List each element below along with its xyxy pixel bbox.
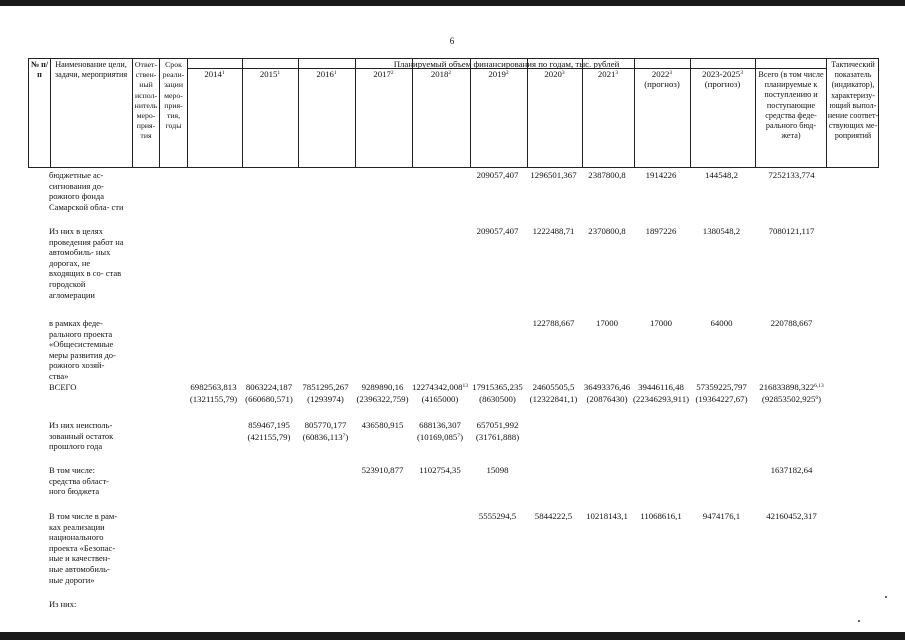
row-label: Из них: xyxy=(49,599,77,609)
header-year: 2020$^3$ xyxy=(544,69,565,79)
header-year: 2021$^3$ xyxy=(597,69,619,79)
value-cell: 523910,877 xyxy=(361,465,404,475)
total-cell: 216833898,322$^{6,13}$ (92853502,925$^6$) xyxy=(759,382,824,404)
value-cell: 209057,407 xyxy=(476,226,519,236)
total-cell: 7252133,774 xyxy=(768,170,815,180)
value-cell: 1102754,35 xyxy=(419,465,461,475)
value-cell: 2370800,8 xyxy=(588,226,626,236)
total-cell: 220788,667 xyxy=(770,318,813,328)
value-cell: 64000 xyxy=(710,318,733,328)
value-cell: 122788,667 xyxy=(532,318,575,328)
header-year: 2019$^2$ xyxy=(488,69,509,79)
table-header xyxy=(28,58,879,168)
value-cell: 1380548,2 xyxy=(702,226,741,236)
value-cell: 209057,407 xyxy=(476,170,519,180)
scan-speck xyxy=(885,596,887,598)
value-cell: 859467,195 (421155,79) xyxy=(247,420,291,442)
value-cell: 10218143,1 xyxy=(586,511,628,521)
value-cell: 17000 xyxy=(596,318,618,328)
value-cell: 57359225,797 (19364227,67) xyxy=(695,382,748,404)
value-cell: 805770,177 (60836,113$^7$) xyxy=(302,420,349,442)
value-cell: 15098 xyxy=(486,465,509,475)
value-cell: 5844222,5 xyxy=(534,511,573,521)
value-cell: 1897226 xyxy=(645,226,677,236)
scan-speck xyxy=(858,620,860,622)
row-label: В том числе в рам- ках реализации национального проекта «Безопас- ные и качествен- ные автомобиль- ные дороги» xyxy=(49,511,118,585)
header-number: № п/п xyxy=(30,60,49,80)
value-cell: 24605505,5 (12322841,1) xyxy=(529,382,578,404)
value-cell: 36493376,46 (20876430) xyxy=(583,382,631,404)
value-cell: 1914226 xyxy=(645,170,677,180)
value-cell: 1296501,367 xyxy=(530,170,577,180)
total-cell: 7080121,117 xyxy=(768,226,815,236)
value-cell: 9474176,1 xyxy=(702,511,741,521)
row-label: бюджетные ас- сигнования до- рожного фонда Самарской обла- сти xyxy=(49,170,124,212)
header-name: Наименование цели, задачи, мероприятия xyxy=(54,60,128,80)
header-year: 2015$^1$ xyxy=(259,69,281,79)
value-cell: 6982563,813 (1321155,79) xyxy=(189,382,238,404)
value-cell: 1222488,71 xyxy=(532,226,575,236)
value-cell: 11068616,1 xyxy=(640,511,682,521)
header-indicator: Тактический показатель (индикатор), характеризу- ющий выпол- нение соответ- ствующих ме- роприятий xyxy=(827,60,879,141)
value-cell: 12274342,008$^{13}$ (4165000) xyxy=(411,382,469,404)
header-year: 2016$^1$ xyxy=(316,69,337,79)
value-cell: 8063224,187 (660680,571) xyxy=(245,382,293,404)
total-cell: 1637182,64 xyxy=(770,465,813,475)
header-responsible: Ответ- ствен- ный испол- нитель меро- прия- тия xyxy=(134,60,158,141)
header-year: 2022$^3$ (прогноз) xyxy=(644,69,680,90)
header-year: 2023-2025$^3$ (прогноз) xyxy=(702,69,743,90)
value-cell: 17000 xyxy=(650,318,672,328)
row-label: В том числе: средства област- ного бюджета xyxy=(49,465,109,497)
value-cell: 144548,2 xyxy=(705,170,738,180)
header-term: Срок реали- зации меро- прия- тия, годы xyxy=(162,60,185,131)
value-cell: 9289890,16 (2396322,759) xyxy=(356,382,409,404)
header-year: 2018$^2$ xyxy=(430,69,452,79)
total-cell: 42160452,317 xyxy=(766,511,817,521)
value-cell: 39446116,48 (22346293,911) xyxy=(632,382,690,404)
header-year: 2017$^2$ xyxy=(373,69,394,79)
value-cell: 2387800,8 xyxy=(588,170,626,180)
scan-top-border xyxy=(0,0,905,6)
scan-bottom-border xyxy=(0,632,905,640)
value-cell: 657051,992 (31761,888) xyxy=(475,420,520,442)
value-cell: 7851295,267 (1293974) xyxy=(302,382,349,404)
value-cell: 5555294,5 xyxy=(478,511,517,521)
row-label: в рамках феде- рального проекта «Общесистемные меры развития до- рожного хозяй- ства» xyxy=(49,318,116,381)
row-label: Из них в целях проведения работ на автомобиль- ных дорогах, не входящих в со- став городской агломерации xyxy=(49,226,124,300)
value-cell: 436580,915 xyxy=(361,420,404,430)
page-number: 6 xyxy=(449,36,455,46)
value-cell: 688136,307 (10169,085$^7$) xyxy=(416,420,463,442)
header-year: 2014$^1$ xyxy=(204,69,225,79)
row-label: ВСЕГО xyxy=(49,382,77,392)
header-total: Всего (в том числе планируемые к поступлению и поступающие средства феде- рального бюд- жета) xyxy=(758,70,824,141)
header-funding-title: Планируемый объем финансирования по годам, тыс. рублей xyxy=(393,59,620,69)
row-label: Из них неисполь- зованный остаток прошлого года xyxy=(49,420,114,452)
value-cell: 17915365,235 (8630500) xyxy=(472,382,523,404)
